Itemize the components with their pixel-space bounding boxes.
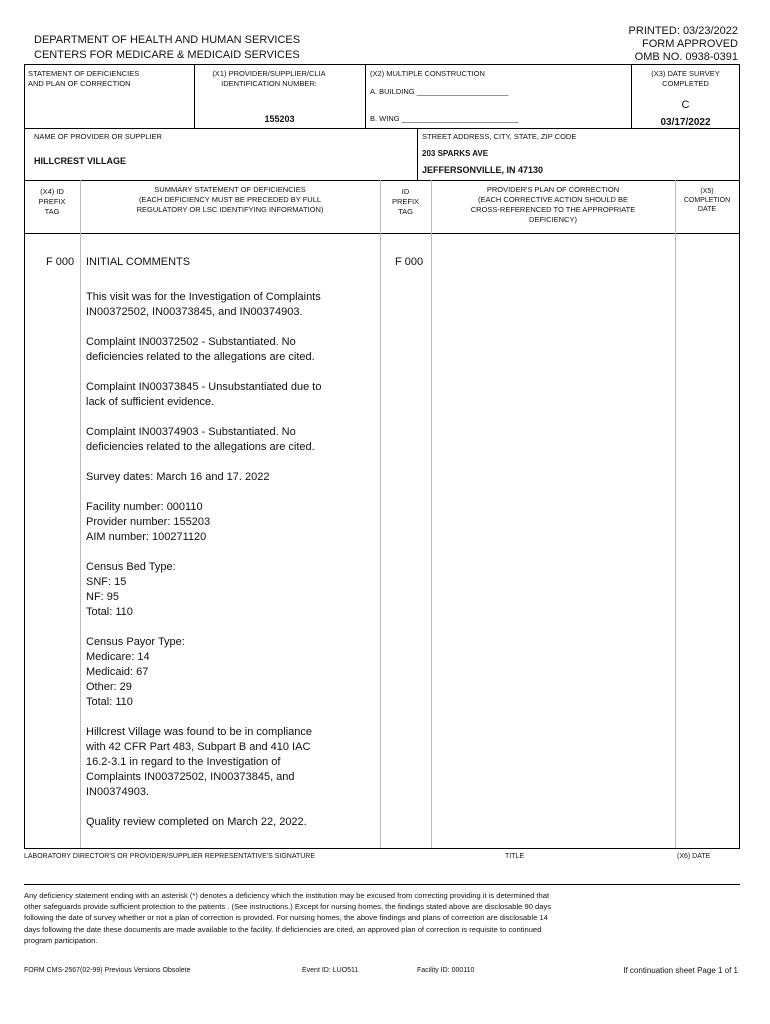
form-approved-label: FORM APPROVED: [642, 38, 738, 50]
comment-line: Complaint IN00373845 - Unsubstantiated due to: [86, 381, 322, 393]
rule-signature: [24, 848, 740, 849]
disclaimer-line: Any deficiency statement ending with an asterisk (*) denotes a deficiency which the institution may be excused from correcting providing it is determined that: [24, 891, 550, 900]
comment-line: AIM number: 100271120: [86, 531, 207, 543]
comment-line: 16.2-3.1 in regard to the Investigation of: [86, 756, 281, 768]
x2-building: A. BUILDING ______________________: [370, 87, 509, 96]
column-left-tag: [80, 180, 81, 848]
comment-line: IN00372502, IN00373845, and IN00374903.: [86, 306, 303, 318]
survey-completed-date: 03/17/2022: [660, 117, 711, 128]
rule-top: [24, 64, 740, 65]
plan-header-line: PROVIDER'S PLAN OF CORRECTION: [486, 185, 620, 194]
left-prefix-tag: F 000: [46, 256, 75, 268]
summary-header-line: REGULATORY OR LSC IDENTIFYING INFORMATION): [136, 205, 324, 214]
comment-paragraph: [86, 635, 378, 710]
comment-paragraph: [86, 290, 378, 320]
x3-label-line: COMPLETED: [662, 79, 709, 88]
comment-line: Complaint IN00372502 - Substantiated. No: [86, 336, 296, 348]
rule-column-headers: [24, 233, 740, 234]
city-state-zip: JEFFERSONVILLE, IN 47130: [422, 165, 544, 175]
id-header-line: PREFIX: [391, 197, 420, 206]
comment-line: SNF: 15: [86, 576, 127, 588]
disclaimer-line: program participation.: [24, 935, 98, 945]
signature-label: LABORATORY DIRECTOR'S OR PROVIDER/SUPPLIER REPRESENTATIVE'S SIGNATURE: [24, 853, 316, 860]
comment-line: Total: 110: [86, 606, 133, 618]
x4-header-line: TAG: [44, 207, 60, 216]
provider-number: 155203: [264, 114, 295, 124]
provider-name-label: NAME OF PROVIDER OR SUPPLIER: [34, 132, 162, 141]
agency-header: [34, 33, 300, 63]
survey-code: C: [681, 99, 690, 111]
comment-line: Census Bed Type:: [86, 561, 176, 573]
id-header-line: ID: [401, 187, 410, 196]
comment-line: Survey dates: March 16 and 17. 2022: [86, 471, 270, 483]
comment-paragraph: [86, 335, 378, 365]
summary-header: [80, 185, 380, 215]
id-header-line: TAG: [398, 207, 413, 216]
entry-title: INITIAL COMMENTS: [86, 256, 191, 268]
comment-line: with 42 CFR Part 483, Subpart B and 410 IAC: [86, 741, 311, 753]
rule-identification: [24, 128, 740, 129]
id-header: [380, 187, 431, 217]
rule-provider: [24, 180, 740, 181]
comment-line: Census Payor Type:: [86, 636, 185, 648]
x5-header-line: (X5): [700, 188, 714, 195]
date-label: (X6) DATE: [677, 853, 711, 860]
comment-line: Medicare: 14: [86, 651, 150, 663]
address-label: STREET ADDRESS, CITY, STATE, ZIP CODE: [422, 132, 577, 141]
statement-label: [28, 69, 139, 89]
disclaimer-line: other safeguards provide sufficient protection to the patients . (See instructions.) Except for nursing homes, the findings stated above are disclosable 90 days: [24, 902, 552, 912]
x5-header-line: DATE: [697, 206, 717, 213]
x3-label: [632, 69, 739, 89]
street-address: 203 SPARKS AVE: [422, 149, 489, 158]
rule-right: [739, 64, 740, 848]
statement-label-line: STATEMENT OF DEFICIENCIES: [28, 69, 140, 78]
facility-id: Facility ID: 000110: [417, 967, 475, 974]
right-prefix-tag: F 000: [395, 256, 424, 268]
plan-header-line: DEFICIENCY): [529, 215, 577, 224]
comment-line: deficiencies related to the allegations are cited.: [86, 351, 315, 363]
disclaimer-line: following the date of survey whether or not a plan of correction is provided. For nursing homes, the above findings and plans of correction are disclosable 14: [24, 913, 548, 923]
divider-x2: [365, 64, 366, 128]
x4-header-line: (X4) ID: [40, 187, 64, 196]
comment-line: Provider number: 155203: [86, 516, 211, 528]
x5-header: [675, 187, 739, 214]
rule-left: [24, 64, 25, 848]
summary-header-line: SUMMARY STATEMENT OF DEFICIENCIES: [154, 185, 306, 194]
plan-header-line: (EACH CORRECTIVE ACTION SHOULD BE: [477, 195, 629, 204]
event-id: Event ID: LUO511: [302, 967, 359, 974]
plan-header-line: CROSS-REFERENCED TO THE APPROPRIATE: [470, 205, 636, 214]
continuation-sheet: If continuation sheet Page 1 of 1: [623, 966, 738, 975]
comment-line: Facility number: 000110: [86, 501, 203, 513]
x5-header-line: COMPLETION: [683, 197, 731, 204]
comment-line: NF: 95: [86, 591, 120, 603]
column-right-tag: [431, 180, 432, 848]
comment-paragraph: [86, 725, 378, 800]
title-label: TITLE: [505, 853, 525, 860]
statement-label-line: AND PLAN OF CORRECTION: [28, 79, 131, 88]
comment-paragraph: [86, 815, 378, 830]
column-summary: [380, 180, 381, 848]
divider-address: [417, 128, 418, 180]
provider-name: HILLCREST VILLAGE: [34, 156, 126, 166]
comment-line: Hillcrest Village was found to be in compliance: [86, 726, 313, 738]
comment-line: Quality review completed on March 22, 2022.: [86, 816, 307, 828]
comment-line: Complaints IN00372502, IN00373845, and: [86, 771, 295, 783]
omb-number: OMB NO. 0938-0391: [634, 51, 738, 63]
comment-paragraph: [86, 500, 378, 545]
x4-header: [24, 187, 80, 217]
x1-label-line: IDENTIFICATION NUMBER:: [221, 79, 317, 88]
x3-label-line: (X3) DATE SURVEY: [651, 69, 720, 78]
x1-label-line: (X1) PROVIDER/SUPPLIER/CLIA: [212, 69, 326, 78]
comment-line: IN00374903.: [86, 786, 149, 798]
form-number: FORM CMS-2567(02-99) Previous Versions Obsolete: [24, 967, 191, 974]
disclaimer-line: days following the date these documents are made available to the facility. If deficiencies are cited, an approved plan of correction is requisite to continued: [24, 924, 542, 934]
printed-date: PRINTED: 03/23/2022: [628, 25, 738, 37]
comment-line: deficiencies related to the allegations are cited.: [86, 441, 315, 453]
plan-header: [431, 185, 675, 225]
comment-paragraph: [86, 470, 378, 485]
comment-line: Complaint IN00374903 - Substantiated. No: [86, 426, 296, 438]
comment-paragraph: [86, 380, 378, 410]
comment-line: lack of sufficient evidence.: [86, 396, 215, 408]
column-plan: [675, 180, 676, 848]
x1-label: [194, 69, 344, 89]
entry-body: [86, 290, 378, 845]
x4-header-line: PREFIX: [38, 197, 66, 206]
comment-paragraph: [86, 425, 378, 455]
centers-name: CENTERS FOR MEDICARE & MEDICAID SERVICES: [34, 49, 300, 61]
x2-label: (X2) MULTIPLE CONSTRUCTION: [370, 69, 485, 78]
comment-line: Total: 110: [86, 696, 133, 708]
x2-wing: B. WING ____________________________: [370, 114, 519, 123]
rule-disclaimer: [24, 884, 740, 885]
comment-line: This visit was for the Investigation of Complaints: [86, 291, 321, 303]
summary-header-line: (EACH DEFICIENCY MUST BE PRECEDED BY FULL: [138, 195, 322, 204]
department-name: DEPARTMENT OF HEALTH AND HUMAN SERVICES: [34, 34, 301, 46]
comment-paragraph: [86, 560, 378, 620]
comment-line: Other: 29: [86, 681, 132, 693]
form-approval-block: [629, 25, 738, 64]
comment-line: Medicaid: 67: [86, 666, 149, 678]
disclaimer: [24, 890, 740, 946]
